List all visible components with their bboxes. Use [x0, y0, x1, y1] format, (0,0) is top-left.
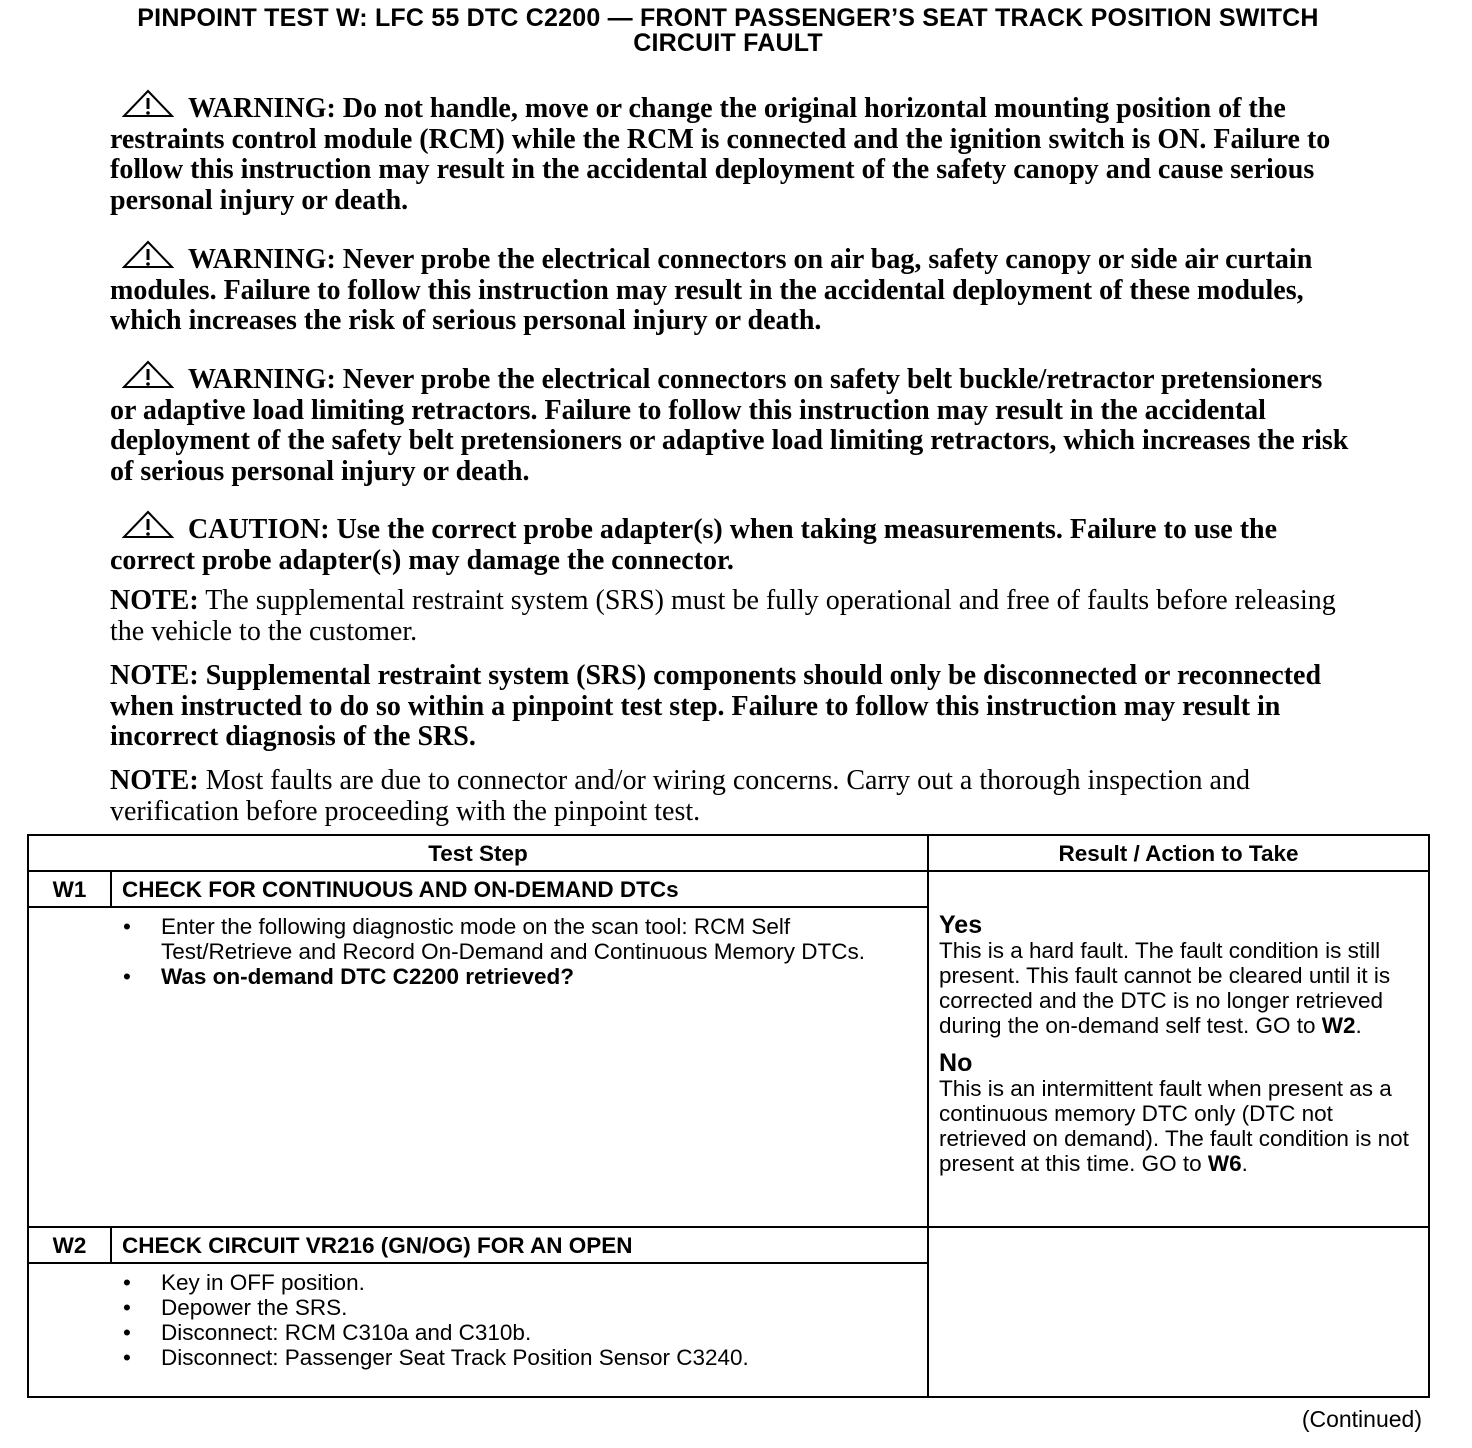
header-result: Result / Action to Take: [928, 835, 1429, 871]
note-label: NOTE:: [110, 660, 199, 691]
title-line-2: CIRCUIT FAULT: [633, 29, 823, 57]
continued-label: (Continued): [1301, 1406, 1422, 1432]
page-title: [28, 6, 1428, 56]
warning-label: WARNING:: [188, 93, 336, 124]
result-text: This is a hard fault. The fault condition is still present. This fault cannot be cleared until it is corrected and the DTC is no longer retrieved during the on-demand self test. GO to W2.: [939, 938, 1391, 1038]
result-answer: No: [939, 1049, 973, 1077]
warning-1: [110, 89, 1350, 216]
note-text: Supplemental restraint system (SRS) components should only be disconnected or reconnected when instructed to do so within a pinpoint test step. Failure to follow this instruction may result in incorrect diagnosis of the SRS.: [110, 660, 1322, 752]
step-title: CHECK CIRCUIT VR216 (GN/OG) FOR AN OPEN: [111, 1227, 928, 1263]
title-line-1: PINPOINT TEST W: LFC 55 DTC C2200 — FRONT PASSENGER’S SEAT TRACK POSITION SWITCH: [137, 4, 1319, 32]
note-label: NOTE:: [110, 765, 199, 796]
result-text: This is an intermittent fault when present as a continuous memory DTC only (DTC not retrieved on demand). The fault condition is not present at this time. GO to W6.: [939, 1076, 1409, 1176]
note-2: [110, 661, 1350, 753]
step-body: [28, 1263, 928, 1397]
warning-label: WARNING:: [188, 364, 336, 395]
warning-triangle-icon: [122, 360, 174, 390]
table-row: [28, 1227, 1429, 1263]
list-item: • Depower the SRS.: [29, 1295, 915, 1320]
list-item: • Enter the following diagnostic mode on the scan tool: RCM Self Test/Retrieve and Record On-Demand and Continuous Memory DTCs.: [29, 914, 915, 964]
caution-1: [110, 510, 1350, 576]
goto-step: W6: [1207, 1151, 1242, 1176]
table-header-row: [28, 835, 1429, 871]
caution-triangle-icon: [122, 510, 174, 540]
step-body: [28, 907, 928, 1227]
note-label: NOTE:: [110, 585, 199, 616]
list-item: • Key in OFF position.: [29, 1270, 915, 1295]
list-item: • Disconnect: RCM C310a and C310b.: [29, 1320, 915, 1345]
step-bullets: [29, 914, 915, 989]
caution-text: Use the correct probe adapter(s) when taking measurements. Failure to use the correct probe adapter(s) may damage the connector.: [110, 514, 1278, 576]
pinpoint-test-table: [27, 834, 1430, 1398]
warning-triangle-icon: [122, 240, 174, 270]
step-id: W1: [28, 871, 111, 907]
caution-label: CAUTION:: [188, 514, 330, 545]
note-1: [110, 586, 1350, 647]
result-answer: Yes: [939, 911, 983, 939]
step-id: W2: [28, 1227, 111, 1263]
step-title: CHECK FOR CONTINUOUS AND ON-DEMAND DTCs: [111, 871, 928, 907]
goto-step: W2: [1321, 1013, 1356, 1038]
note-text: The supplemental restraint system (SRS) must be fully operational and free of faults before releasing the vehicle to the customer.: [110, 585, 1336, 647]
warning-label: WARNING:: [188, 244, 336, 275]
warning-text: Never probe the electrical connectors on safety belt buckle/retractor pretensioners or adaptive load limiting retractors. Failure to follow this instruction may result in the accidental deployment of the safety belt pretensioners or adaptive load limiting retractors, which increases the risk of serious personal injury or death.: [110, 364, 1349, 487]
list-item: • Was on-demand DTC C2200 retrieved?: [29, 964, 915, 989]
table-row: [28, 871, 1429, 907]
header-test-step: Test Step: [28, 835, 928, 871]
step-result: [928, 1227, 1429, 1397]
note-3: [110, 766, 1350, 827]
warning-2: [110, 240, 1350, 337]
list-item: • Disconnect: Passenger Seat Track Position Sensor C3240.: [29, 1345, 915, 1370]
step-result: [928, 871, 1429, 1227]
warning-triangle-icon: [122, 89, 174, 119]
warning-text: Never probe the electrical connectors on air bag, safety canopy or side air curtain modules. Failure to follow this instruction may result in the accidental deployment of these modules, which increases the risk of serious personal injury or death.: [110, 244, 1313, 336]
step-bullets: [29, 1270, 915, 1370]
note-text: Most faults are due to connector and/or wiring concerns. Carry out a thorough inspection and verification before proceeding with the pinpoint test.: [110, 765, 1250, 827]
warning-text: Do not handle, move or change the original horizontal mounting position of the restraints control module (RCM) while the RCM is connected and the ignition switch is ON. Failure to follow this instruction may result in the accidental deployment of the safety canopy and cause serious personal injury or death.: [110, 93, 1331, 216]
warning-3: [110, 360, 1350, 487]
